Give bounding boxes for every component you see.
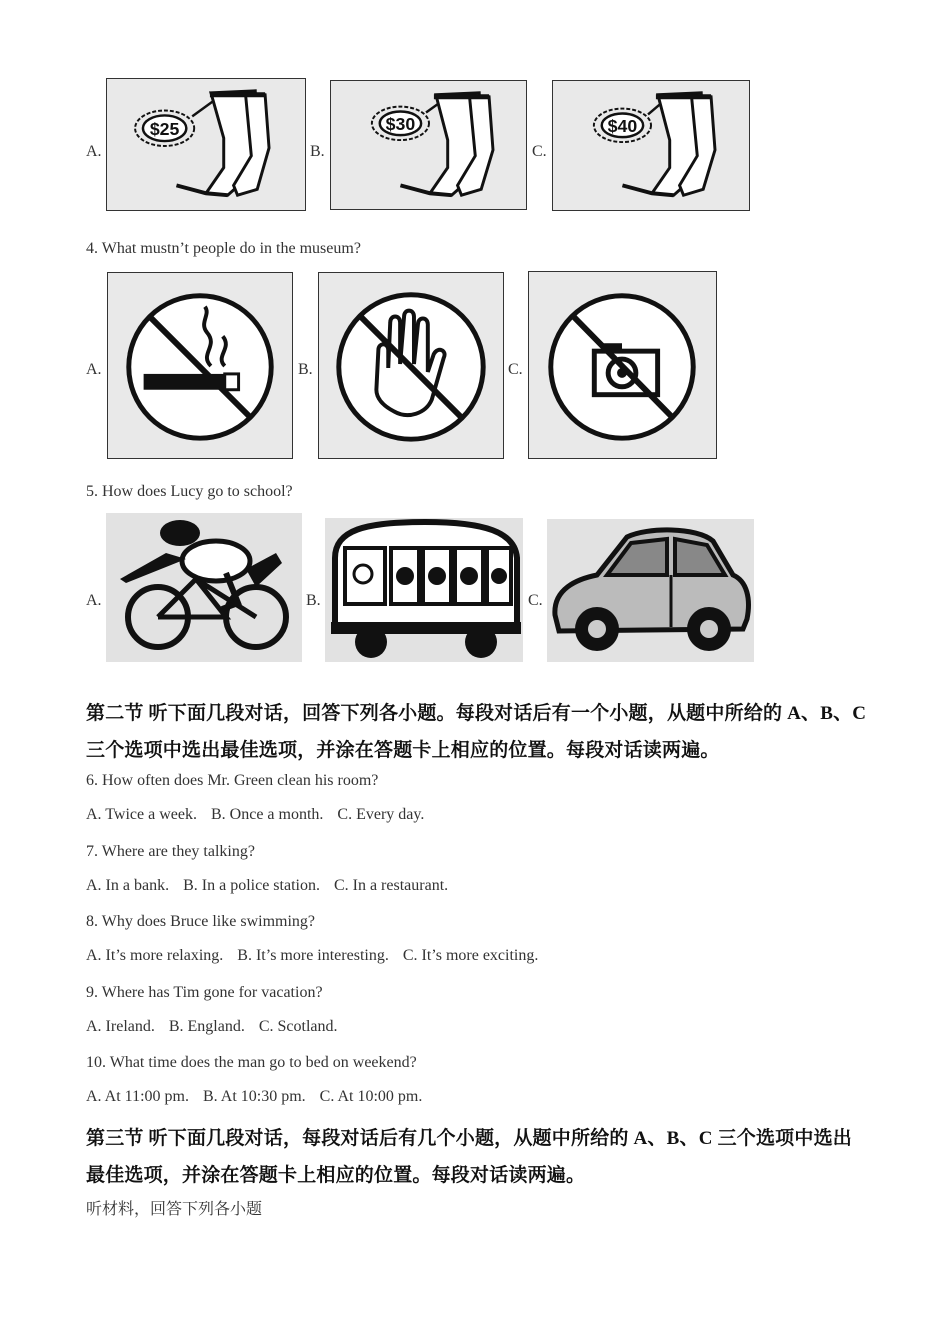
question-10-option-b[interactable]: B. At 10:30 pm. [202, 1088, 306, 1105]
q4-option-a-letter: A. [86, 361, 102, 378]
trousers-price-tag-icon [107, 79, 305, 210]
question-6-option-a[interactable]: A. Twice a week. [86, 806, 197, 823]
q3-option-a-image [106, 78, 306, 211]
q5-option-b-image [325, 518, 523, 662]
q5-option-b-letter: B. [306, 592, 321, 609]
no-touching-sign-icon [319, 273, 503, 458]
cyclist-icon [106, 513, 302, 662]
q3-option-a-letter: A. [86, 143, 102, 160]
q5-option-c-image [547, 519, 754, 662]
q5-option-a-image [106, 513, 302, 662]
q4-option-c-image [528, 271, 717, 459]
question-9-option-b[interactable]: B. England. [168, 1018, 245, 1035]
listening-instruction: 听材料，回答下列各小题 [86, 1201, 263, 1218]
question-7-option-b[interactable]: B. In a police station. [183, 877, 320, 894]
question-9-option-a[interactable]: A. Ireland. [86, 1018, 155, 1035]
q5-option-a-letter: A. [86, 592, 102, 609]
question-7-answers [86, 877, 462, 895]
car-icon [547, 519, 754, 662]
question-6-option-b[interactable]: B. Once a month. [210, 806, 324, 823]
question-8-option-a[interactable]: A. It’s more relaxing. [86, 947, 224, 964]
question-9-answers [86, 1018, 352, 1036]
price-tag-label: $25 [149, 119, 180, 140]
bus-icon [325, 518, 523, 662]
question-7-text: 7. Where are they talking? [86, 843, 255, 860]
no-smoking-sign-icon [108, 273, 292, 458]
question-6-option-c[interactable]: C. Every day. [337, 806, 425, 823]
question-8-answers [86, 947, 552, 965]
section-2-heading-line-2: 三个选项中选出最佳选项，并涂在答题卡上相应的位置。每段对话读两遍。 [86, 740, 720, 761]
question-4-text: 4. What mustn’t people do in the museum? [86, 240, 361, 257]
q4-option-b-letter: B. [298, 361, 313, 378]
question-5-text: 5. How does Lucy go to school? [86, 483, 293, 500]
no-photography-sign-icon [529, 272, 716, 458]
price-tag-label: $30 [385, 114, 416, 135]
question-9-text: 9. Where has Tim gone for vacation? [86, 984, 323, 1001]
question-10-option-a[interactable]: A. At 11:00 pm. [86, 1088, 189, 1105]
question-7-option-a[interactable]: A. In a bank. [86, 877, 170, 894]
question-8-option-c[interactable]: C. It’s more exciting. [402, 947, 539, 964]
trousers-price-tag-icon [331, 81, 526, 209]
q3-option-b-letter: B. [310, 143, 325, 160]
question-9-option-c[interactable]: C. Scotland. [258, 1018, 338, 1035]
question-6-text: 6. How often does Mr. Green clean his room? [86, 772, 379, 789]
q3-option-c-image [552, 80, 750, 211]
q3-option-c-letter: C. [532, 143, 547, 160]
price-tag-label: $40 [607, 116, 638, 137]
question-10-option-c[interactable]: C. At 10:00 pm. [319, 1088, 423, 1105]
q4-option-c-letter: C. [508, 361, 523, 378]
question-6-answers [86, 806, 438, 824]
section-2-heading-line-1: 第二节 听下面几段对话，回答下列各小题。每段对话后有一个小题，从题中所给的 A、B、C [86, 703, 867, 724]
section-3-heading-line-2: 最佳选项，并涂在答题卡上相应的位置。每段对话读两遍。 [86, 1165, 586, 1186]
q4-option-a-image [107, 272, 293, 459]
trousers-price-tag-icon [553, 81, 749, 210]
section-3-heading-line-1: 第三节 听下面几段对话，每段对话后有几个小题，从题中所给的 A、B、C 三个选项中选出 [86, 1128, 852, 1149]
question-10-answers [86, 1088, 436, 1106]
question-8-option-b[interactable]: B. It’s more interesting. [237, 947, 389, 964]
q5-option-c-letter: C. [528, 592, 543, 609]
question-8-text: 8. Why does Bruce like swimming? [86, 913, 315, 930]
question-10-text: 10. What time does the man go to bed on weekend? [86, 1054, 417, 1071]
question-7-option-c[interactable]: C. In a restaurant. [333, 877, 449, 894]
q4-option-b-image [318, 272, 504, 459]
q3-option-b-image [330, 80, 527, 210]
